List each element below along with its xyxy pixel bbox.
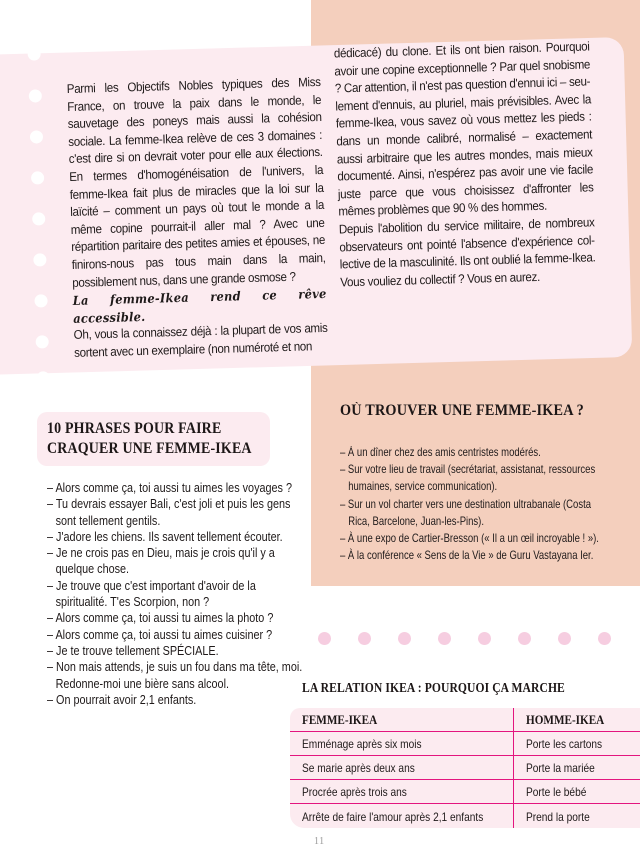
table-row — [290, 732, 640, 756]
where-item: – Sur votre lieu de travail (secrétariat, assistanat, ressources humaines, service communication). — [340, 461, 611, 495]
phrase-item: – Je trouve que c'est important d'avoir de la spiritualité. T'es Scorpion, non ? — [47, 578, 305, 611]
dot-icon — [518, 632, 531, 645]
dot-icon — [598, 632, 611, 645]
dot-divider — [318, 632, 640, 646]
article-tagline: La femme-Ikea rend ce rêve accessible. — [72, 285, 327, 326]
where-list — [340, 444, 611, 564]
phrases-title-box — [37, 412, 270, 466]
article-paragraph: Oh, vous la connaissez déjà : la plupart de vos amis sortent avec un exemplaire (non numéroté et non — [73, 321, 328, 360]
phrase-item: – Non mais attends, je suis un fou dans ma tête, moi. Redonne-moi une bière sans alcool. — [47, 659, 305, 692]
table-header-row — [290, 708, 640, 732]
table-cell: Prend la porte — [525, 810, 590, 824]
table-cell: Procrée après trois ans — [290, 780, 513, 804]
relation-title: LA RELATION IKEA : POURQUOI ÇA MARCHE — [302, 680, 565, 695]
phrase-item: – Alors comme ça, toi aussi tu aimes la photo ? — [47, 610, 305, 626]
where-item: – À la conférence « Sens de la Vie » de Guru Vastayana Ier. — [340, 547, 611, 564]
phrases-list — [47, 480, 305, 708]
binder-hole-icon — [37, 371, 50, 384]
phrase-item: – Je ne crois pas en Dieu, mais je crois qu'il y a quelque chose. — [47, 545, 305, 578]
article-paragraph: Depuis l'abolition du service militaire, de nombreux observateurs ont pointé l'absence d'expérience collective de la masculinité. Ils ont oublié la femme-Ikea. Vous vouliez du collectif ? Vous en aurez. — [338, 215, 596, 290]
dot-icon — [558, 632, 571, 645]
relation-table-container — [290, 708, 640, 828]
table-cell: Arrête de faire l'amour après 2,1 enfants — [290, 804, 513, 829]
where-title: OÙ TROUVER UNE FEMME-IKEA ? — [340, 402, 584, 419]
where-item: – À un dîner chez des amis centristes modérés. — [340, 444, 611, 461]
article-paragraph: Parmi les Objectifs Nobles typiques des Miss France, on trouve la paix dans le monde, le sauvetage des poneys mais aussi la cohésion sociale. La femme-Ikea relève de ces 3 domaines : c'est dire si on devrait voter pour elle aux élections. En termes d'homogénéisation de l'univers, la femme-Ikea fait plus de miracles que la loi sur la laïcité – comment un pays où tout le monde a la même copine pourrait-il aller mal ? Avec une répartition paritaire des petites amies et épouses, ne finirons-nous pas tous main dans la main, possiblement nus, dans une grande osmose ? — [66, 74, 326, 290]
phrases-title-line2: CRAQUER UNE FEMME-IKEA — [47, 440, 252, 457]
table-cell: Emménage après six mois — [290, 732, 513, 756]
table-row — [290, 780, 640, 804]
table-cell: Porte les cartons — [513, 732, 640, 756]
phrases-title-line1: 10 PHRASES POUR FAIRE — [47, 420, 222, 437]
table-cell: Porte la mariée — [513, 756, 640, 780]
article-paragraph: dédicacé) du clone. Et ils ont bien raison. Pourquoi avoir une copine exceptionnelle ? Par quel snobisme ? Car attention, il n'est pas question d'ennui ici – seulement d'ennuis, au pluriel, mais prévisibles. Avec la femme-Ikea, vous savez où vous mettez les pieds : dans un monde calibré, normalisé – exactement aussi arbitraire que les autres mondes, mais mieux documenté. Ainsi, n'espérez pas avoir une vie facile juste parce que vous choisissez d'affronter les mêmes problèmes que 90 % des hommes. — [333, 39, 594, 219]
table-row — [290, 756, 640, 780]
phrase-item: – On pourrait avoir 2,1 enfants. — [47, 692, 305, 708]
relation-table — [290, 708, 640, 828]
dot-icon — [438, 632, 451, 645]
dot-icon — [358, 632, 371, 645]
phrase-item: – Je te trouve tellement SPÉCIALE. — [47, 643, 305, 659]
column-header-femme: FEMME-IKEA — [290, 708, 513, 732]
phrase-item: – Alors comme ça, toi aussi tu aimes cuisiner ? — [47, 627, 305, 643]
phrase-item: – Alors comme ça, toi aussi tu aimes les voyages ? — [47, 480, 305, 496]
dot-icon — [398, 632, 411, 645]
article-body — [0, 0, 640, 360]
table-cell: Porte le bébé — [513, 780, 640, 804]
article-left-column — [67, 74, 329, 362]
table-row — [290, 804, 640, 829]
phrases-title — [47, 419, 252, 459]
dot-icon — [318, 632, 331, 645]
page-number: 11 — [314, 836, 325, 847]
dot-icon — [478, 632, 491, 645]
table-cell: Se marie après deux ans — [290, 756, 513, 780]
where-item: – Sur un vol charter vers une destination ultrabanale (Costa Rica, Barcelone, Juan-les-Pins). — [340, 496, 611, 530]
where-item: – À une expo de Cartier-Bresson (« Il a un œil incroyable ! »). — [340, 530, 611, 547]
phrase-item: – Tu devrais essayer Bali, c'est joli et puis les gens sont tellement gentils. — [47, 496, 305, 529]
phrase-item: – J'adore les chiens. Ils savent tellement écouter. — [47, 529, 305, 545]
article-right-column — [334, 38, 597, 291]
column-header-homme: HOMME-IKEA — [513, 708, 640, 732]
